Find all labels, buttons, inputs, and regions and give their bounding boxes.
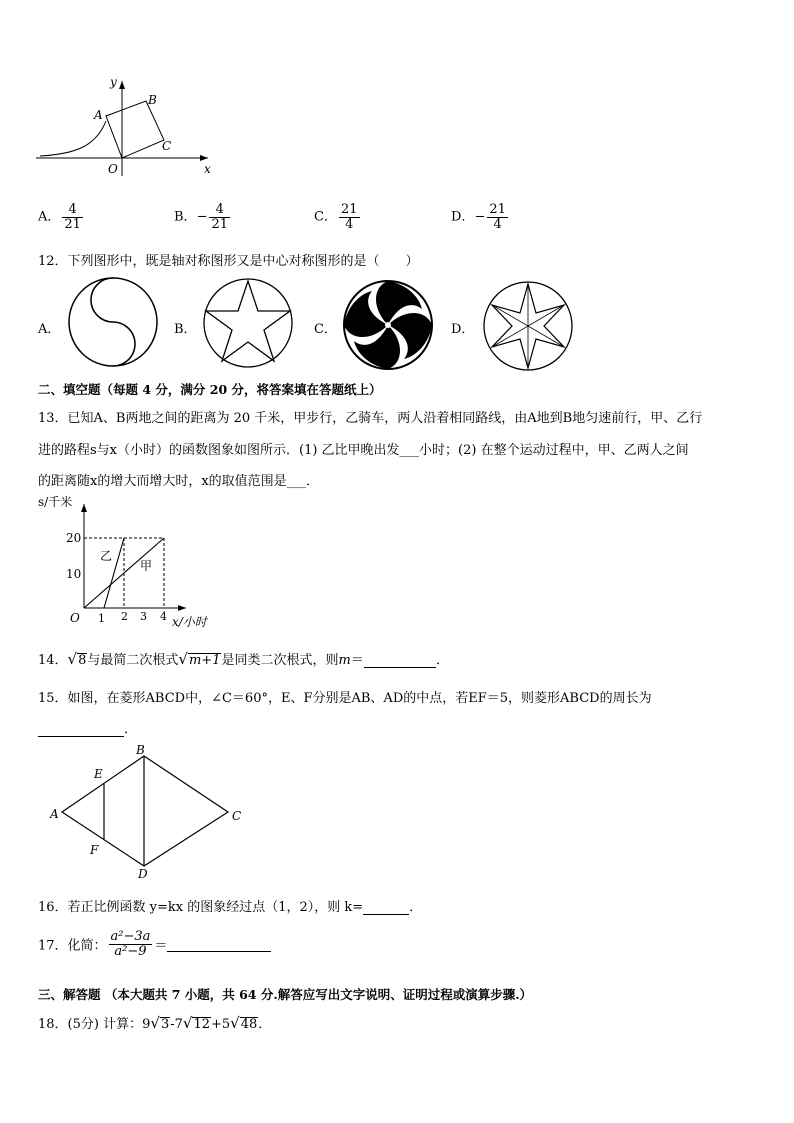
q12-option-a-label[interactable]: A． [38,322,61,337]
q13-line2: 进的路程s与x（小时）的函数图象如图所示．(1) 乙比甲晚出发___小时；(2) 在整个运动过程中，甲、乙两人之间 [38,443,689,458]
q17-question: 17．化简： $\frac{\text{a²−3a}}{\text{a²−9}}$ ＝ [38,930,271,958]
q15-point-f: F [90,843,99,857]
q13-distance-time-graph [36,492,226,632]
q15-point-e: E [94,767,103,781]
q13-line3: 的距离随x的增大而增大时，x的取值范围是___． [38,474,320,489]
q13-xtick-4: 4 [160,610,167,623]
q13-ytick-20: 20 [66,531,82,545]
q12-hexagram-figure [482,280,574,372]
q12-question: 12．下列图形中，既是轴对称图形又是中心对称图形的是（ ） [38,254,419,269]
q15-answer-blank[interactable] [38,722,124,737]
q11-point-c: C [162,139,172,153]
q13-line-yi: 乙 [100,549,113,563]
q11-option-c[interactable]: C． $\frac{21}{4}$ [314,202,358,232]
q11-origin: O [108,162,118,176]
q13-xtick-2: 2 [121,610,128,623]
q11-option-b[interactable]: B．− $\frac{4}{21}$ [174,202,229,232]
q15-point-a: A [50,807,59,821]
q12-star-figure [202,277,294,369]
q15-rhombus-figure [46,742,246,881]
q13-line-jia: 甲 [140,559,153,573]
q16-question: 16．若正比例函数 y=kx 的图象经过点（1，2），则 k= ． [38,900,423,915]
q11-point-b: B [148,93,157,107]
q13-xtick-3: 3 [140,610,147,623]
q11-y-label: y [110,75,117,89]
q12-option-b-label[interactable]: B． [174,322,197,337]
section-3-title: 三、解答题 （本大题共 7 小题，共 64 分.解答应写出文字说明、证明过程或演算步骤.） [38,987,533,1002]
q13-xlabel: x/小时 [172,615,207,629]
q11-coordinate-graph [36,76,216,181]
q14-question: 14．√8与最简二次根式√m+1是同类二次根式，则m＝ ． [38,650,449,668]
q13-ytick-10: 10 [66,567,82,581]
q18-question: 18．(5分) 计算：9√3-7√12+5√48． [38,1014,272,1032]
q12-yin-yang-figure [67,276,159,368]
q15-point-c: C [232,809,242,823]
q15-point-b: B [136,743,145,757]
q13-xtick-1: 1 [98,612,105,625]
section-2-title: 二、填空题（每题 4 分，满分 20 分，将答案填在答题纸上） [38,382,382,397]
q11-x-label: x [204,162,211,176]
q12-option-d-label[interactable]: D． [451,322,475,337]
q15-line1: 15．如图，在菱形ABCD中，∠C＝60°，E、F分别是AB、AD的中点，若EF＝5，则菱形ABCD的周长为 [38,691,652,706]
q13-line1: 13．已知A、B两地之间的距离为 20 千米，甲步行，乙骑车，两人沿着相同路线，由A地到B地匀速前行，甲、乙行 [38,411,703,426]
q13-origin: O [70,611,80,625]
q15-line2: ． [38,718,137,737]
q15-point-d: D [138,867,148,881]
q12-option-c-label[interactable]: C． [314,322,337,337]
q12-pinwheel-figure [342,279,434,371]
q11-option-a[interactable]: A． $\frac{4}{21}$ [38,202,81,232]
q17-answer-blank[interactable] [167,937,271,952]
q13-ylabel: s/千米 [38,495,73,509]
q11-option-d[interactable]: D．− $\frac{21}{4}$ [451,202,506,232]
q14-answer-blank[interactable] [364,653,436,668]
q16-answer-blank[interactable] [363,900,409,915]
q11-point-a: A [94,108,103,122]
